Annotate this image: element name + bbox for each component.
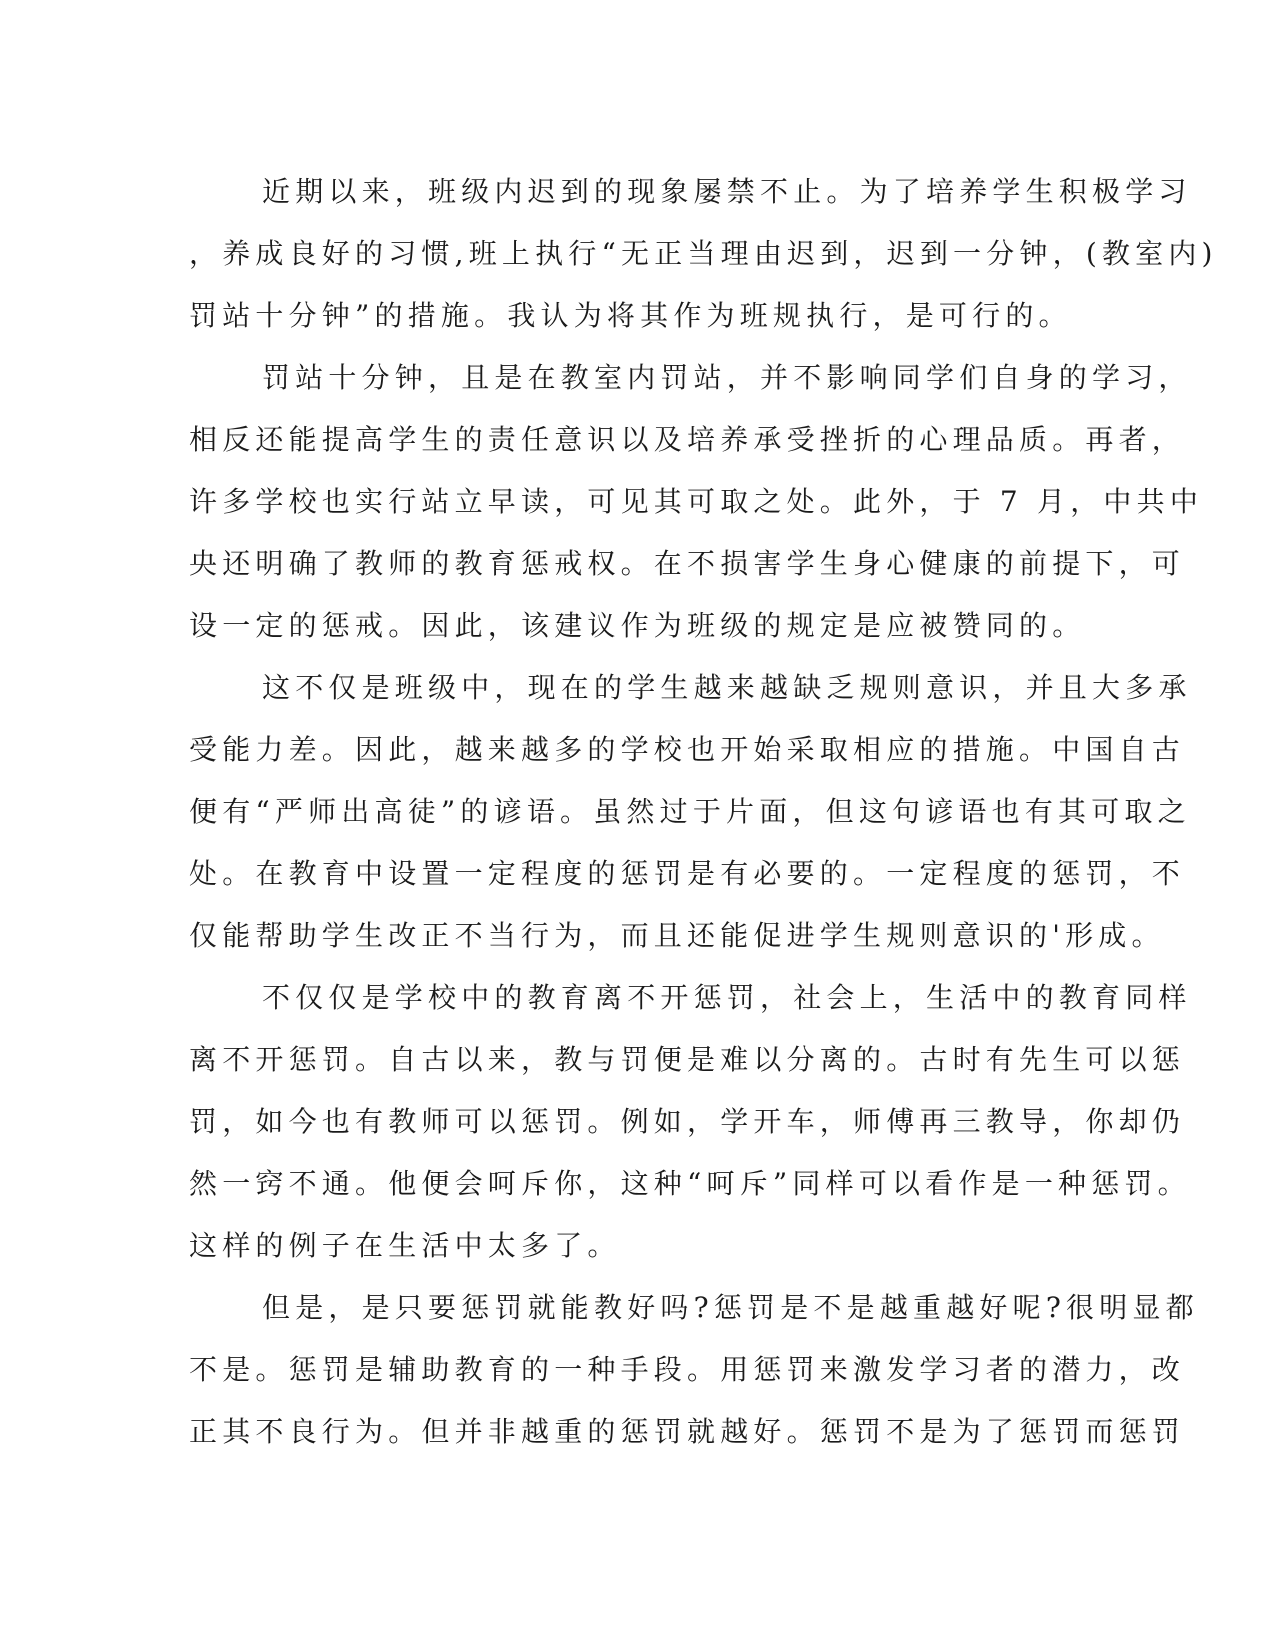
text-line: 离不开惩罚。自古以来，教与罚便是难以分离的。古时有先生可以惩 xyxy=(189,1043,1186,1076)
text-line: 不是。惩罚是辅助教育的一种手段。用惩罚来激发学习者的潜力，改 xyxy=(189,1353,1186,1386)
text-line: 央还明确了教师的教育惩戒权。在不损害学生身心健康的前提下，可 xyxy=(189,547,1186,580)
text-line: 不仅仅是学校中的教育离不开惩罚，社会上，生活中的教育同样 xyxy=(262,981,1192,1014)
text-line: 设一定的惩戒。因此，该建议作为班级的规定是应被赞同的。 xyxy=(189,609,1086,642)
text-line: 受能力差。因此，越来越多的学校也开始采取相应的措施。中国自古 xyxy=(189,733,1186,766)
body-text xyxy=(189,161,1218,1463)
text-line: 正其不良行为。但并非越重的惩罚就越好。惩罚不是为了惩罚而惩罚 xyxy=(189,1415,1186,1448)
text-line: 这样的例子在生活中太多了。 xyxy=(189,1229,621,1262)
text-line: 罚站十分钟，且是在教室内罚站，并不影响同学们自身的学习， xyxy=(262,361,1192,394)
text-line: 罚站十分钟”的措施。我认为将其作为班规执行，是可行的。 xyxy=(189,299,1072,332)
text-line: 但是，是只要惩罚就能教好吗?惩罚是不是越重越好呢?很明显都 xyxy=(262,1291,1199,1324)
text-line: 许多学校也实行站立早读，可见其可取之处。此外，于 7 月，中共中 xyxy=(189,485,1204,518)
text-line: 相反还能提高学生的责任意识以及培养承受挫折的心理品质。再者， xyxy=(189,423,1186,456)
text-line: ，养成良好的习惯,班上执行“无正当理由迟到，迟到一分钟，(教室内) xyxy=(189,237,1218,270)
text-line: 然一窍不通。他便会呵斥你，这种“呵斥”同样可以看作是一种惩罚。 xyxy=(189,1167,1191,1200)
text-line: 处。在教育中设置一定程度的惩罚是有必要的。一定程度的惩罚，不 xyxy=(189,857,1186,890)
text-line: 仅能帮助学生改正不当行为，而且还能促进学生规则意识的'形成。 xyxy=(189,919,1165,952)
text-line: 罚，如今也有教师可以惩罚。例如，学开车，师傅再三教导，你却仍 xyxy=(189,1105,1186,1138)
text-line: 这不仅是班级中，现在的学生越来越缺乏规则意识，并且大多承 xyxy=(262,671,1192,704)
text-line: 便有“严师出高徒”的谚语。虽然过于片面，但这句谚语也有其可取之 xyxy=(189,795,1191,828)
text-line: 近期以来，班级内迟到的现象屡禁不止。为了培养学生积极学习 xyxy=(262,175,1192,208)
